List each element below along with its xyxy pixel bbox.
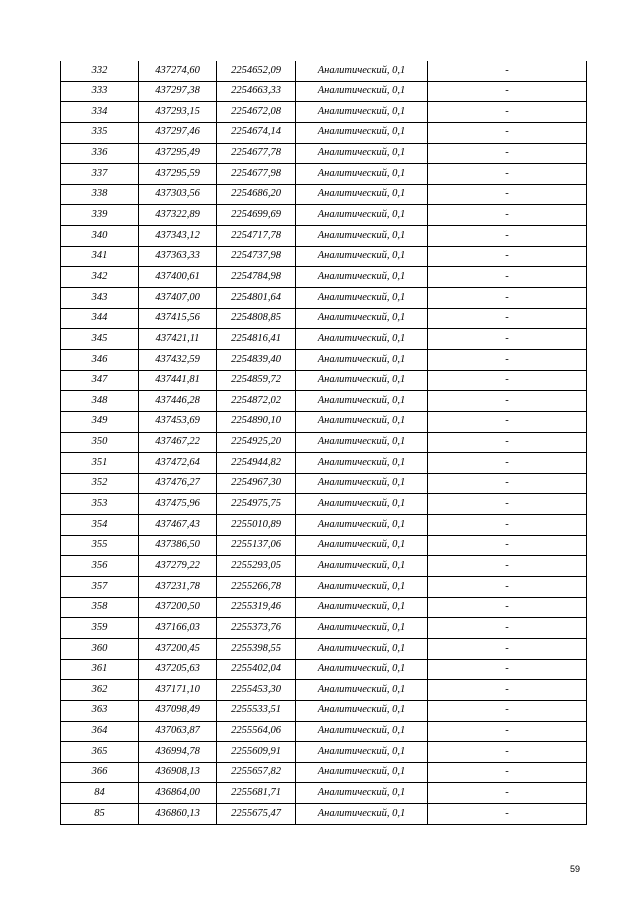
method-accuracy-cell: Аналитический, 0,1 xyxy=(296,205,428,226)
y-coordinate-cell: 2255137,06 xyxy=(217,535,296,556)
table-row xyxy=(61,783,587,804)
point-number-cell: 354 xyxy=(61,515,139,536)
point-number-cell: 364 xyxy=(61,721,139,742)
y-coordinate-cell: 2254699,69 xyxy=(217,205,296,226)
table-row xyxy=(61,804,587,825)
x-coordinate-cell: 437166,03 xyxy=(139,618,217,639)
method-accuracy-cell: Аналитический, 0,1 xyxy=(296,556,428,577)
description-cell: - xyxy=(428,267,587,288)
x-coordinate-cell: 437279,22 xyxy=(139,556,217,577)
y-coordinate-cell: 2255398,55 xyxy=(217,638,296,659)
y-coordinate-cell: 2254975,75 xyxy=(217,494,296,515)
method-accuracy-cell: Аналитический, 0,1 xyxy=(296,515,428,536)
point-number-cell: 337 xyxy=(61,164,139,185)
description-cell: - xyxy=(428,638,587,659)
x-coordinate-cell: 437295,49 xyxy=(139,143,217,164)
y-coordinate-cell: 2254816,41 xyxy=(217,329,296,350)
point-number-cell: 360 xyxy=(61,638,139,659)
y-coordinate-cell: 2254967,30 xyxy=(217,473,296,494)
point-number-cell: 342 xyxy=(61,267,139,288)
description-cell: - xyxy=(428,122,587,143)
table-row xyxy=(61,349,587,370)
table-row xyxy=(61,432,587,453)
x-coordinate-cell: 437421,11 xyxy=(139,329,217,350)
description-cell: - xyxy=(428,453,587,474)
description-cell: - xyxy=(428,618,587,639)
description-cell: - xyxy=(428,700,587,721)
x-coordinate-cell: 437274,60 xyxy=(139,61,217,81)
method-accuracy-cell: Аналитический, 0,1 xyxy=(296,143,428,164)
description-cell: - xyxy=(428,391,587,412)
method-accuracy-cell: Аналитический, 0,1 xyxy=(296,494,428,515)
table-row xyxy=(61,556,587,577)
x-coordinate-cell: 437400,61 xyxy=(139,267,217,288)
x-coordinate-cell: 437363,33 xyxy=(139,246,217,267)
page-number: 59 xyxy=(569,864,580,874)
description-cell: - xyxy=(428,226,587,247)
y-coordinate-cell: 2254663,33 xyxy=(217,81,296,102)
x-coordinate-cell: 437297,46 xyxy=(139,122,217,143)
method-accuracy-cell: Аналитический, 0,1 xyxy=(296,618,428,639)
table-row xyxy=(61,659,587,680)
x-coordinate-cell: 437322,89 xyxy=(139,205,217,226)
y-coordinate-cell: 2254686,20 xyxy=(217,184,296,205)
y-coordinate-cell: 2254839,40 xyxy=(217,349,296,370)
point-number-cell: 85 xyxy=(61,804,139,825)
method-accuracy-cell: Аналитический, 0,1 xyxy=(296,411,428,432)
description-cell: - xyxy=(428,556,587,577)
method-accuracy-cell: Аналитический, 0,1 xyxy=(296,329,428,350)
y-coordinate-cell: 2254859,72 xyxy=(217,370,296,391)
point-number-cell: 352 xyxy=(61,473,139,494)
coordinates-table-body xyxy=(61,61,587,824)
y-coordinate-cell: 2254801,64 xyxy=(217,288,296,309)
table-row xyxy=(61,391,587,412)
method-accuracy-cell: Аналитический, 0,1 xyxy=(296,783,428,804)
description-cell: - xyxy=(428,597,587,618)
x-coordinate-cell: 437446,28 xyxy=(139,391,217,412)
method-accuracy-cell: Аналитический, 0,1 xyxy=(296,370,428,391)
point-number-cell: 348 xyxy=(61,391,139,412)
point-number-cell: 362 xyxy=(61,680,139,701)
point-number-cell: 347 xyxy=(61,370,139,391)
table-row xyxy=(61,164,587,185)
method-accuracy-cell: Аналитический, 0,1 xyxy=(296,267,428,288)
x-coordinate-cell: 437200,50 xyxy=(139,597,217,618)
description-cell: - xyxy=(428,61,587,81)
y-coordinate-cell: 2254925,20 xyxy=(217,432,296,453)
y-coordinate-cell: 2254872,02 xyxy=(217,391,296,412)
description-cell: - xyxy=(428,370,587,391)
description-cell: - xyxy=(428,432,587,453)
point-number-cell: 341 xyxy=(61,246,139,267)
y-coordinate-cell: 2255293,05 xyxy=(217,556,296,577)
y-coordinate-cell: 2255373,76 xyxy=(217,618,296,639)
description-cell: - xyxy=(428,246,587,267)
point-number-cell: 363 xyxy=(61,700,139,721)
method-accuracy-cell: Аналитический, 0,1 xyxy=(296,742,428,763)
table-row xyxy=(61,329,587,350)
x-coordinate-cell: 437441,81 xyxy=(139,370,217,391)
point-number-cell: 361 xyxy=(61,659,139,680)
method-accuracy-cell: Аналитический, 0,1 xyxy=(296,535,428,556)
description-cell: - xyxy=(428,494,587,515)
x-coordinate-cell: 437297,38 xyxy=(139,81,217,102)
y-coordinate-cell: 2254672,08 xyxy=(217,102,296,123)
point-number-cell: 333 xyxy=(61,81,139,102)
method-accuracy-cell: Аналитический, 0,1 xyxy=(296,680,428,701)
description-cell: - xyxy=(428,515,587,536)
table-row xyxy=(61,597,587,618)
method-accuracy-cell: Аналитический, 0,1 xyxy=(296,432,428,453)
point-number-cell: 359 xyxy=(61,618,139,639)
method-accuracy-cell: Аналитический, 0,1 xyxy=(296,226,428,247)
description-cell: - xyxy=(428,535,587,556)
description-cell: - xyxy=(428,411,587,432)
description-cell: - xyxy=(428,721,587,742)
point-number-cell: 338 xyxy=(61,184,139,205)
y-coordinate-cell: 2254890,10 xyxy=(217,411,296,432)
table-row xyxy=(61,184,587,205)
table-row xyxy=(61,102,587,123)
point-number-cell: 343 xyxy=(61,288,139,309)
x-coordinate-cell: 437231,78 xyxy=(139,577,217,598)
method-accuracy-cell: Аналитический, 0,1 xyxy=(296,122,428,143)
table-row xyxy=(61,680,587,701)
table-row xyxy=(61,143,587,164)
description-cell: - xyxy=(428,783,587,804)
table-row xyxy=(61,81,587,102)
x-coordinate-cell: 437295,59 xyxy=(139,164,217,185)
table-row xyxy=(61,473,587,494)
y-coordinate-cell: 2255681,71 xyxy=(217,783,296,804)
description-cell: - xyxy=(428,680,587,701)
description-cell: - xyxy=(428,143,587,164)
table-row xyxy=(61,638,587,659)
x-coordinate-cell: 436994,78 xyxy=(139,742,217,763)
point-number-cell: 334 xyxy=(61,102,139,123)
description-cell: - xyxy=(428,288,587,309)
y-coordinate-cell: 2254677,98 xyxy=(217,164,296,185)
y-coordinate-cell: 2254784,98 xyxy=(217,267,296,288)
description-cell: - xyxy=(428,762,587,783)
table-row xyxy=(61,762,587,783)
table-row xyxy=(61,308,587,329)
table-row xyxy=(61,226,587,247)
description-cell: - xyxy=(428,349,587,370)
point-number-cell: 349 xyxy=(61,411,139,432)
method-accuracy-cell: Аналитический, 0,1 xyxy=(296,659,428,680)
x-coordinate-cell: 437467,22 xyxy=(139,432,217,453)
x-coordinate-cell: 437476,27 xyxy=(139,473,217,494)
table-row xyxy=(61,535,587,556)
x-coordinate-cell: 437303,56 xyxy=(139,184,217,205)
x-coordinate-cell: 436864,00 xyxy=(139,783,217,804)
point-number-cell: 365 xyxy=(61,742,139,763)
description-cell: - xyxy=(428,329,587,350)
description-cell: - xyxy=(428,164,587,185)
y-coordinate-cell: 2255609,91 xyxy=(217,742,296,763)
x-coordinate-cell: 437171,10 xyxy=(139,680,217,701)
point-number-cell: 344 xyxy=(61,308,139,329)
method-accuracy-cell: Аналитический, 0,1 xyxy=(296,349,428,370)
description-cell: - xyxy=(428,308,587,329)
table-row xyxy=(61,61,587,81)
y-coordinate-cell: 2254652,09 xyxy=(217,61,296,81)
table-row xyxy=(61,246,587,267)
method-accuracy-cell: Аналитический, 0,1 xyxy=(296,721,428,742)
x-coordinate-cell: 436908,13 xyxy=(139,762,217,783)
table-row xyxy=(61,577,587,598)
y-coordinate-cell: 2255657,82 xyxy=(217,762,296,783)
y-coordinate-cell: 2254677,78 xyxy=(217,143,296,164)
method-accuracy-cell: Аналитический, 0,1 xyxy=(296,762,428,783)
method-accuracy-cell: Аналитический, 0,1 xyxy=(296,81,428,102)
y-coordinate-cell: 2254737,98 xyxy=(217,246,296,267)
x-coordinate-cell: 437415,56 xyxy=(139,308,217,329)
x-coordinate-cell: 437098,49 xyxy=(139,700,217,721)
description-cell: - xyxy=(428,184,587,205)
description-cell: - xyxy=(428,804,587,825)
table-row xyxy=(61,267,587,288)
description-cell: - xyxy=(428,473,587,494)
x-coordinate-cell: 436860,13 xyxy=(139,804,217,825)
x-coordinate-cell: 437386,50 xyxy=(139,535,217,556)
x-coordinate-cell: 437472,64 xyxy=(139,453,217,474)
point-number-cell: 350 xyxy=(61,432,139,453)
x-coordinate-cell: 437063,87 xyxy=(139,721,217,742)
method-accuracy-cell: Аналитический, 0,1 xyxy=(296,288,428,309)
description-cell: - xyxy=(428,577,587,598)
point-number-cell: 345 xyxy=(61,329,139,350)
y-coordinate-cell: 2255675,47 xyxy=(217,804,296,825)
point-number-cell: 355 xyxy=(61,535,139,556)
y-coordinate-cell: 2255453,30 xyxy=(217,680,296,701)
method-accuracy-cell: Аналитический, 0,1 xyxy=(296,308,428,329)
x-coordinate-cell: 437467,43 xyxy=(139,515,217,536)
method-accuracy-cell: Аналитический, 0,1 xyxy=(296,638,428,659)
table-row xyxy=(61,721,587,742)
method-accuracy-cell: Аналитический, 0,1 xyxy=(296,453,428,474)
description-cell: - xyxy=(428,81,587,102)
point-number-cell: 84 xyxy=(61,783,139,804)
x-coordinate-cell: 437343,12 xyxy=(139,226,217,247)
y-coordinate-cell: 2254717,78 xyxy=(217,226,296,247)
x-coordinate-cell: 437453,69 xyxy=(139,411,217,432)
table-row xyxy=(61,742,587,763)
point-number-cell: 336 xyxy=(61,143,139,164)
point-number-cell: 339 xyxy=(61,205,139,226)
y-coordinate-cell: 2255402,04 xyxy=(217,659,296,680)
y-coordinate-cell: 2254674,14 xyxy=(217,122,296,143)
y-coordinate-cell: 2255266,78 xyxy=(217,577,296,598)
method-accuracy-cell: Аналитический, 0,1 xyxy=(296,102,428,123)
method-accuracy-cell: Аналитический, 0,1 xyxy=(296,804,428,825)
method-accuracy-cell: Аналитический, 0,1 xyxy=(296,61,428,81)
point-number-cell: 366 xyxy=(61,762,139,783)
x-coordinate-cell: 437200,45 xyxy=(139,638,217,659)
point-number-cell: 353 xyxy=(61,494,139,515)
method-accuracy-cell: Аналитический, 0,1 xyxy=(296,700,428,721)
method-accuracy-cell: Аналитический, 0,1 xyxy=(296,577,428,598)
x-coordinate-cell: 437475,96 xyxy=(139,494,217,515)
point-number-cell: 335 xyxy=(61,122,139,143)
method-accuracy-cell: Аналитический, 0,1 xyxy=(296,164,428,185)
point-number-cell: 357 xyxy=(61,577,139,598)
point-number-cell: 351 xyxy=(61,453,139,474)
table-row xyxy=(61,411,587,432)
y-coordinate-cell: 2254808,85 xyxy=(217,308,296,329)
x-coordinate-cell: 437407,00 xyxy=(139,288,217,309)
table-row xyxy=(61,494,587,515)
y-coordinate-cell: 2255319,46 xyxy=(217,597,296,618)
y-coordinate-cell: 2255564,06 xyxy=(217,721,296,742)
table-row xyxy=(61,370,587,391)
y-coordinate-cell: 2255533,51 xyxy=(217,700,296,721)
table-row xyxy=(61,122,587,143)
method-accuracy-cell: Аналитический, 0,1 xyxy=(296,246,428,267)
description-cell: - xyxy=(428,742,587,763)
point-number-cell: 358 xyxy=(61,597,139,618)
description-cell: - xyxy=(428,205,587,226)
table-row xyxy=(61,205,587,226)
point-number-cell: 356 xyxy=(61,556,139,577)
y-coordinate-cell: 2255010,89 xyxy=(217,515,296,536)
x-coordinate-cell: 437293,15 xyxy=(139,102,217,123)
coordinates-table xyxy=(60,61,587,825)
table-row xyxy=(61,515,587,536)
point-number-cell: 340 xyxy=(61,226,139,247)
point-number-cell: 332 xyxy=(61,61,139,81)
table-row xyxy=(61,288,587,309)
method-accuracy-cell: Аналитический, 0,1 xyxy=(296,597,428,618)
table-row xyxy=(61,618,587,639)
y-coordinate-cell: 2254944,82 xyxy=(217,453,296,474)
point-number-cell: 346 xyxy=(61,349,139,370)
method-accuracy-cell: Аналитический, 0,1 xyxy=(296,184,428,205)
description-cell: - xyxy=(428,102,587,123)
description-cell: - xyxy=(428,659,587,680)
method-accuracy-cell: Аналитический, 0,1 xyxy=(296,473,428,494)
table-row xyxy=(61,700,587,721)
x-coordinate-cell: 437205,63 xyxy=(139,659,217,680)
x-coordinate-cell: 437432,59 xyxy=(139,349,217,370)
method-accuracy-cell: Аналитический, 0,1 xyxy=(296,391,428,412)
table-row xyxy=(61,453,587,474)
